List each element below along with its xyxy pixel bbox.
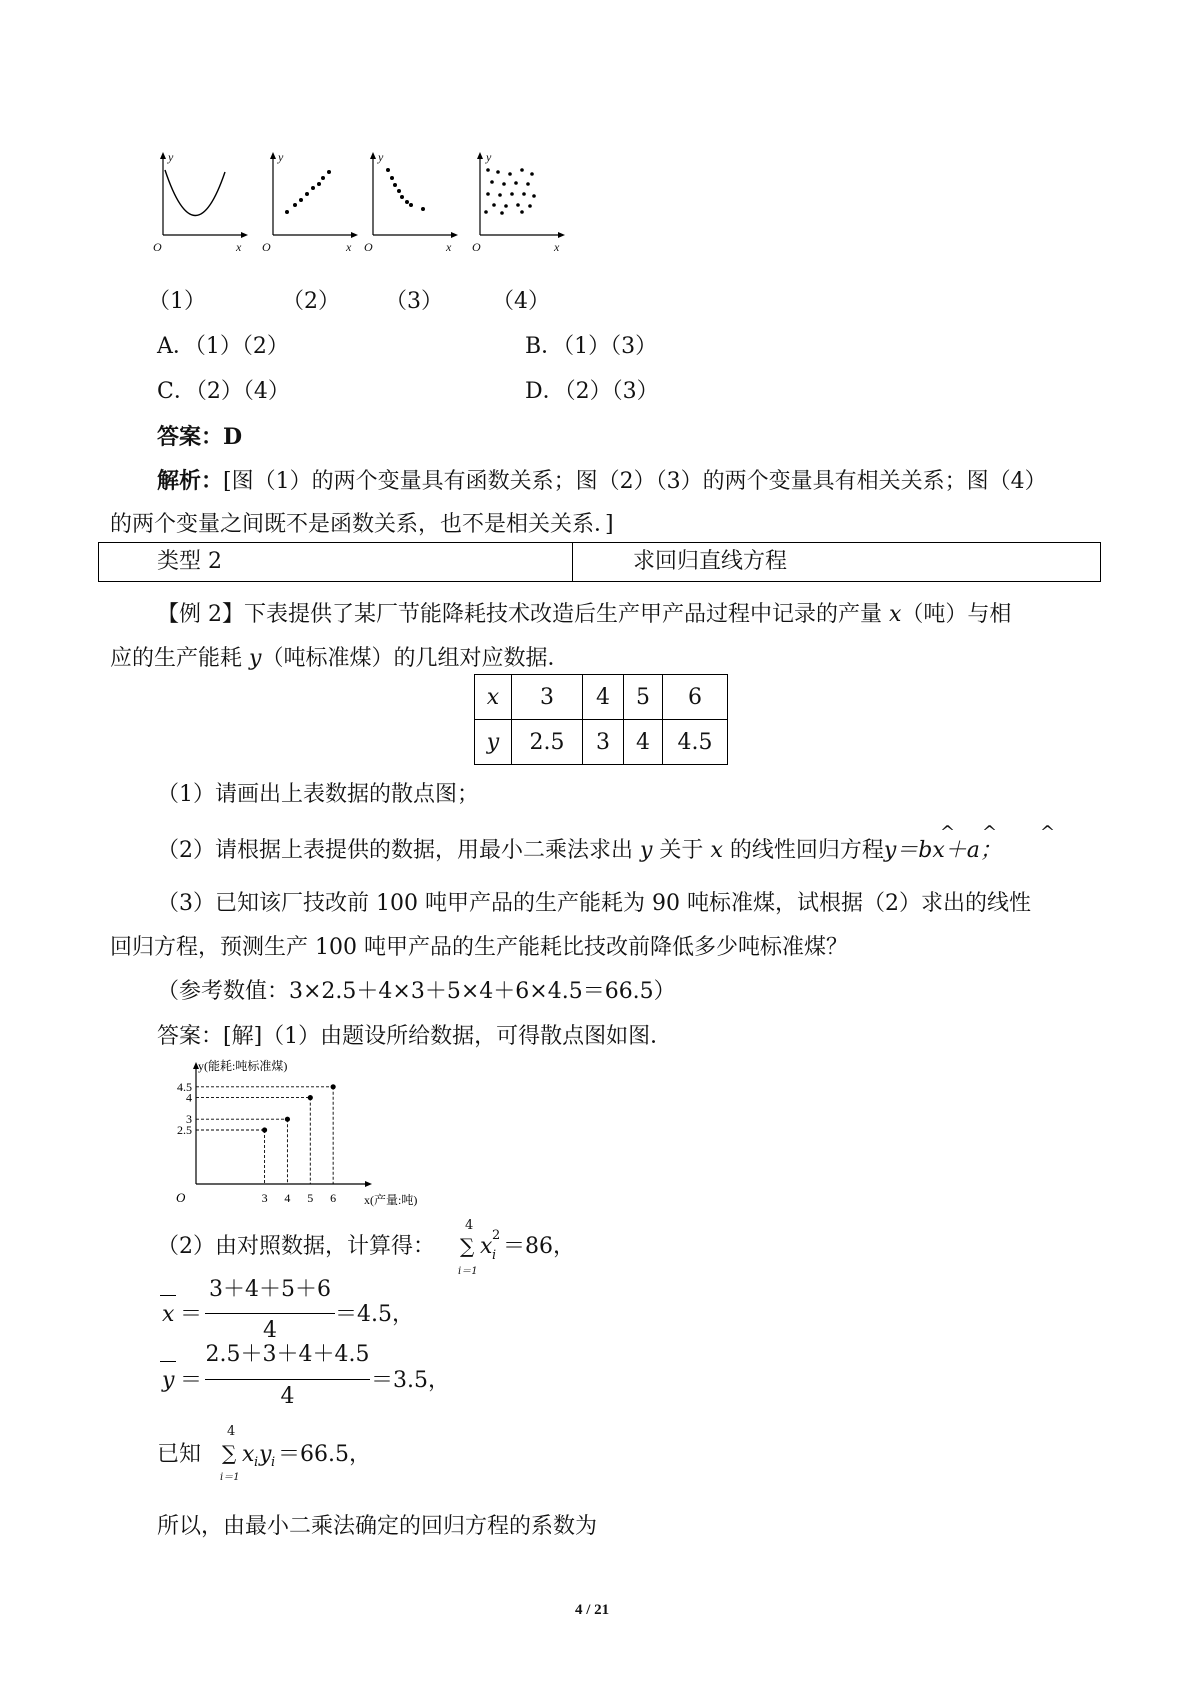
- example2-line1-prefix: 【例 2】下表提供了某厂节能降耗技术改造后生产甲产品过程中记录的产量: [157, 602, 889, 627]
- q2-var-x: x: [710, 838, 723, 863]
- table-head-y: y: [475, 720, 512, 765]
- type-row: [98, 542, 1101, 582]
- option-d: D．（2）（3）: [525, 379, 659, 404]
- table-cell: 3: [583, 720, 624, 765]
- table-cell: 4.5: [663, 720, 728, 765]
- table-head-x: x: [475, 675, 512, 720]
- fig1-x-label: x: [236, 240, 242, 254]
- example2-line2-prefix: 应的生产能耗: [110, 646, 249, 671]
- q2-var-y: y: [640, 838, 653, 863]
- fig2-x-label: x: [346, 240, 352, 254]
- known-y: y: [259, 1442, 272, 1467]
- solution-last-line: 所以，由最小二乘法确定的回归方程的系数为: [157, 1514, 598, 1539]
- sum-xsq-val: ＝86，: [503, 1234, 575, 1259]
- figure-caption-4: （4）: [492, 289, 550, 314]
- y-tick-label: 4: [186, 1090, 192, 1105]
- fig4-x-label: x: [554, 240, 560, 254]
- page-number: 4 / 21: [575, 1602, 610, 1618]
- y-tick-label: 4.5: [177, 1079, 192, 1094]
- known-sub-1: i: [254, 1455, 259, 1470]
- answer-line: [157, 422, 242, 452]
- y-tick-label: 2.5: [177, 1123, 192, 1137]
- question-3-line-1: （3）已知该厂技改前 100 吨甲产品的生产能耗为 90 吨标准煤，试根据（2）求出的线性: [157, 891, 1031, 916]
- solution-line-1: [157, 1232, 435, 1262]
- type-row-divider: [572, 543, 573, 581]
- option-b: B．（1）（3）: [525, 334, 658, 359]
- table-cell: 6: [663, 675, 728, 720]
- reference-values: （参考数值：3×2.5＋4×3＋5×4＋6×4.5＝66.5）: [157, 979, 676, 1004]
- ybar-var: y: [162, 1368, 175, 1393]
- xbar-numerator: 3＋4＋5＋6: [209, 1277, 331, 1302]
- xbar-denominator: 4: [263, 1318, 277, 1343]
- x-tick-label: 6: [330, 1191, 337, 1205]
- hat-y: ^: [940, 822, 956, 843]
- fig2-origin: O: [262, 240, 271, 254]
- answer2-intro: 答案：[解]（1）由题设所给数据，可得散点图如图．: [157, 1024, 673, 1049]
- sigma-1: ∑: [460, 1234, 475, 1258]
- xbar-var: x: [162, 1302, 175, 1327]
- xbar-fraction-line: [205, 1313, 335, 1314]
- analysis-label: 解析：: [157, 468, 224, 494]
- sigma-2: ∑: [222, 1441, 237, 1465]
- table-cell: 4: [583, 675, 624, 720]
- option-a: A．（1）（2）: [157, 334, 289, 359]
- ybar-numerator: 2.5＋3＋4＋4.5: [205, 1342, 370, 1367]
- ybar-value: ＝3.5，: [371, 1368, 450, 1393]
- scatter-point: [285, 1117, 290, 1122]
- table-row: [475, 675, 728, 720]
- data-table: [474, 674, 728, 765]
- x-tick-label: 4: [284, 1191, 291, 1205]
- example2-var-x: x: [889, 602, 902, 627]
- known-value: ＝66.5，: [278, 1442, 371, 1467]
- q2-suffix: 的线性回归方程: [722, 838, 884, 863]
- known-sub-2: i: [271, 1455, 276, 1470]
- xbar-eq: ＝: [180, 1302, 203, 1327]
- sum-top-1: 4: [465, 1218, 474, 1233]
- figure-caption-1: （1）: [148, 289, 206, 314]
- sum-bottom-2: i＝1: [220, 1472, 240, 1483]
- example2-line2-suffix: （吨标准煤）的几组对应数据．: [261, 646, 570, 671]
- example2-line1-suffix: （吨）与相: [901, 602, 1012, 627]
- q2-mid: 关于: [652, 838, 711, 863]
- analysis-text-1: [图（1）的两个变量具有函数关系；图（2）（3）的两个变量具有相关关系；图（4）: [223, 469, 1047, 494]
- scatter-point: [308, 1095, 313, 1100]
- sum-xsq-sup: 2: [492, 1228, 501, 1243]
- question-1: （1）请画出上表数据的散点图；: [157, 782, 479, 807]
- x-axis-arrow: [365, 1181, 372, 1187]
- table-cell: 2.5: [512, 720, 583, 765]
- known-prefix: 已知: [157, 1442, 202, 1467]
- y-tick-label: 3: [186, 1112, 192, 1127]
- hat-a: ^: [1040, 822, 1056, 843]
- sum-bottom-1: i＝1: [458, 1266, 478, 1277]
- table-row: [475, 720, 728, 765]
- scatter-point: [331, 1084, 336, 1089]
- x-tick-label: 5: [307, 1191, 314, 1205]
- fig3-origin: O: [364, 240, 373, 254]
- question-2: [157, 836, 1002, 866]
- scatter-point: [262, 1127, 267, 1132]
- sum-xsq-sub: i: [492, 1248, 497, 1263]
- table-cell: 4: [624, 720, 663, 765]
- fig3-y-label: y: [378, 150, 384, 164]
- hat-b: ^: [982, 822, 998, 843]
- example2-line-1: [157, 600, 1011, 630]
- analysis-line-2: 的两个变量之间既不是函数关系，也不是相关关系．]: [110, 512, 614, 537]
- fig1-origin: O: [153, 240, 162, 254]
- sum-xsq-var: x: [480, 1234, 493, 1259]
- y-axis-label: y(能耗:吨标准煤): [198, 1059, 288, 1073]
- xbar-value: ＝4.5，: [335, 1302, 414, 1327]
- figure-caption-3: （3）: [385, 289, 443, 314]
- type-row-right: 求回归直线方程: [633, 549, 788, 574]
- question-3-line-2: 回归方程，预测生产 100 吨甲产品的生产能耗比技改前降低多少吨标准煤？: [110, 935, 848, 960]
- fig4-origin: O: [472, 240, 481, 254]
- ybar-fraction-line: [205, 1379, 370, 1380]
- option-c: C．（2）（4）: [157, 379, 290, 404]
- ybar-denominator: 4: [280, 1384, 295, 1409]
- answer-value: D: [223, 424, 243, 450]
- type-row-left: 类型 2: [157, 549, 222, 574]
- scatter-chart: [150, 1059, 418, 1207]
- fig2-y-label: y: [278, 150, 284, 164]
- x-axis-label: x(产量:吨): [364, 1193, 418, 1207]
- fig4-y-label: y: [486, 150, 492, 164]
- ybar-overline: [160, 1361, 176, 1362]
- figure-caption-2: （2）: [282, 289, 340, 314]
- xbar-overline: [160, 1295, 176, 1296]
- x-tick-label: 3: [261, 1191, 268, 1205]
- q2-equation: y＝bx＋a；: [883, 838, 1002, 863]
- origin-label: O: [176, 1190, 186, 1205]
- table-cell: 5: [624, 675, 663, 720]
- fig3-x-label: x: [446, 240, 452, 254]
- sum-top-2: 4: [227, 1424, 236, 1439]
- example2-line-2: [110, 644, 569, 674]
- analysis-line-1: [157, 466, 1047, 497]
- q2-prefix: （2）请根据上表提供的数据，用最小二乘法求出: [157, 838, 640, 863]
- fig1-y-label: y: [168, 150, 174, 164]
- solution-prefix: （2）由对照数据，计算得：: [157, 1234, 435, 1259]
- answer-label: 答案：: [157, 424, 224, 450]
- ybar-eq: ＝: [180, 1368, 203, 1393]
- example2-var-y: y: [249, 646, 262, 671]
- table-cell: 3: [512, 675, 583, 720]
- known-x: x: [242, 1442, 255, 1467]
